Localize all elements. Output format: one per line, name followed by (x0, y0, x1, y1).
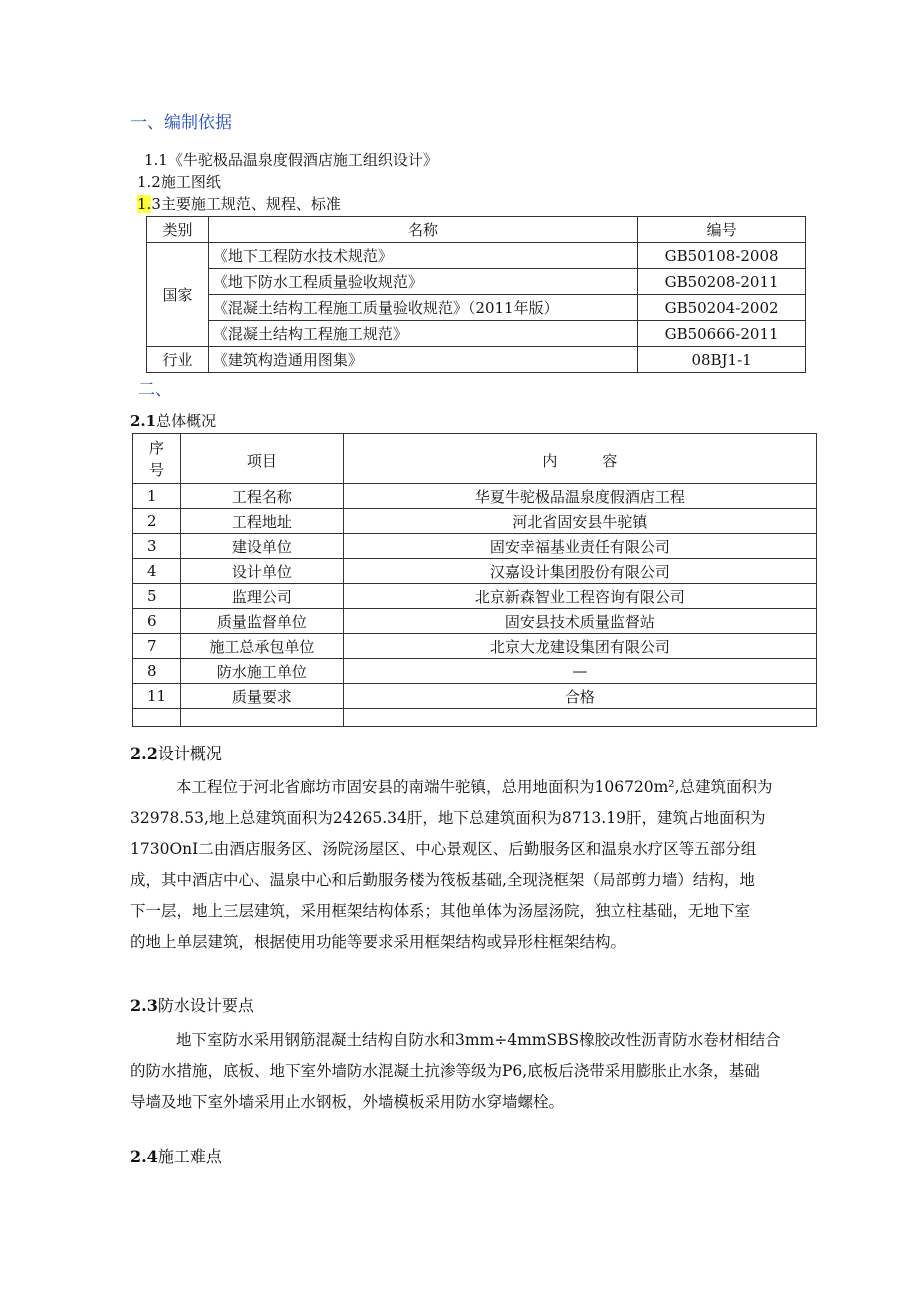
basis-item-3: 1.3主要施工规范、规程、标准 (137, 195, 341, 213)
highlighted-number: 1. (137, 195, 152, 213)
standard-code: 08BJ1-1 (638, 347, 806, 373)
sub21-heading: 2.1总体概况 (130, 412, 217, 430)
standard-name: 《建筑构造通用图集》 (208, 347, 637, 373)
standard-name: 《混凝土结构工程施工质量验收规范》（2011年版） (208, 295, 637, 321)
empty-cell (343, 709, 816, 727)
header-item: 项目 (180, 434, 343, 484)
standard-code: GB50204-2002 (638, 295, 806, 321)
standards-table (146, 216, 806, 373)
section1-title: 一、编制依据 (130, 113, 232, 133)
row-no: 1 (133, 484, 181, 509)
row-content: — (343, 659, 816, 684)
row-content: 汉嘉设计集团股份有限公司 (343, 559, 816, 584)
category-national: 国家 (147, 243, 209, 347)
row-no: 8 (133, 659, 181, 684)
row-item: 监理公司 (180, 584, 343, 609)
sub22-heading: 2.2设计概况 (130, 744, 222, 763)
header-content: 内 容 (343, 434, 816, 484)
header-code: 编号 (638, 217, 806, 243)
standard-name: 《地下防水工程质量验收规范》 (208, 269, 637, 295)
standard-code: GB50108-2008 (638, 243, 806, 269)
text-line: 本工程位于河北省廊坊市固安县的南端牛驼镇，总用地面积为106720m²,总建筑面积为 (176, 778, 773, 796)
sub23-heading: 2.3防水设计要点 (130, 996, 254, 1015)
design-overview-paragraph (130, 772, 820, 958)
text-line: 的防水措施，底板、地下室外墙防水混凝土抗渗等级为P6,底板后浇带采用膨胀止水条，基础 (130, 1062, 760, 1080)
basis-item-1: 1.1《牛驼极品温泉度假酒店施工组织设计》 (144, 151, 438, 169)
row-no: 7 (133, 634, 181, 659)
sub24-heading: 2.4施工难点 (130, 1147, 222, 1166)
text-line: 1730OnI二由酒店服务区、汤院汤屋区、中心景观区、后勤服务区和温泉水疗区等五部分组 (130, 840, 757, 858)
text-line: 地下室防水采用钢筋混凝土结构自防水和3mm÷4mmSBS橡胶改性沥青防水卷材相结合 (176, 1031, 781, 1049)
row-item: 质量要求 (180, 684, 343, 709)
row-content: 北京大龙建设集团有限公司 (343, 634, 816, 659)
row-content: 固安县技术质量监督站 (343, 609, 816, 634)
row-no: 5 (133, 584, 181, 609)
row-item: 建设单位 (180, 534, 343, 559)
row-no: 6 (133, 609, 181, 634)
row-content: 合格 (343, 684, 816, 709)
standard-name: 《地下工程防水技术规范》 (208, 243, 637, 269)
row-no: 4 (133, 559, 181, 584)
row-content: 北京新森智业工程咨询有限公司 (343, 584, 816, 609)
row-content: 固安幸福基业责任有限公司 (343, 534, 816, 559)
row-item: 质量监督单位 (180, 609, 343, 634)
row-item: 设计单位 (180, 559, 343, 584)
row-item: 工程名称 (180, 484, 343, 509)
header-seq: 序 号 (133, 434, 181, 484)
row-item: 防水施工单位 (180, 659, 343, 684)
text-line: 的地上单层建筑，根据使用功能等要求采用框架结构或异形柱框架结构。 (130, 933, 627, 951)
row-no: 11 (133, 684, 181, 709)
row-content: 华夏牛驼极品温泉度假酒店工程 (343, 484, 816, 509)
empty-cell (133, 709, 181, 727)
standard-name: 《混凝土结构工程施工规范》 (208, 321, 637, 347)
section2-title: 二、 (138, 380, 172, 400)
empty-cell (180, 709, 343, 727)
row-no: 2 (133, 509, 181, 534)
standard-code: GB50208-2011 (638, 269, 806, 295)
text-line: 成，其中酒店中心、温泉中心和后勤服务楼为筏板基础,全现浇框架（局部剪力墙）结构，地 (130, 871, 755, 889)
text-line: 下一层，地上三层建筑，采用框架结构体系；其他单体为汤屋汤院，独立柱基础，无地下室 (130, 902, 751, 920)
waterproof-paragraph (130, 1025, 820, 1118)
category-industry: 行业 (147, 347, 209, 373)
header-category: 类别 (147, 217, 209, 243)
row-item: 工程地址 (180, 509, 343, 534)
text-line: 32978.53,地上总建筑面积为24265.34肝，地下总建筑面积为8713.19肝，建筑占地面积为 (130, 809, 766, 827)
basis-item-2: 1.2施工图纸 (137, 173, 221, 191)
header-name: 名称 (208, 217, 637, 243)
row-item: 施工总承包单位 (180, 634, 343, 659)
text-line: 导墙及地下室外墙采用止水钢板，外墙模板采用防水穿墙螺栓。 (130, 1093, 565, 1111)
row-no: 3 (133, 534, 181, 559)
standard-code: GB50666-2011 (638, 321, 806, 347)
row-content: 河北省固安县牛驼镇 (343, 509, 816, 534)
overview-table (132, 433, 817, 727)
